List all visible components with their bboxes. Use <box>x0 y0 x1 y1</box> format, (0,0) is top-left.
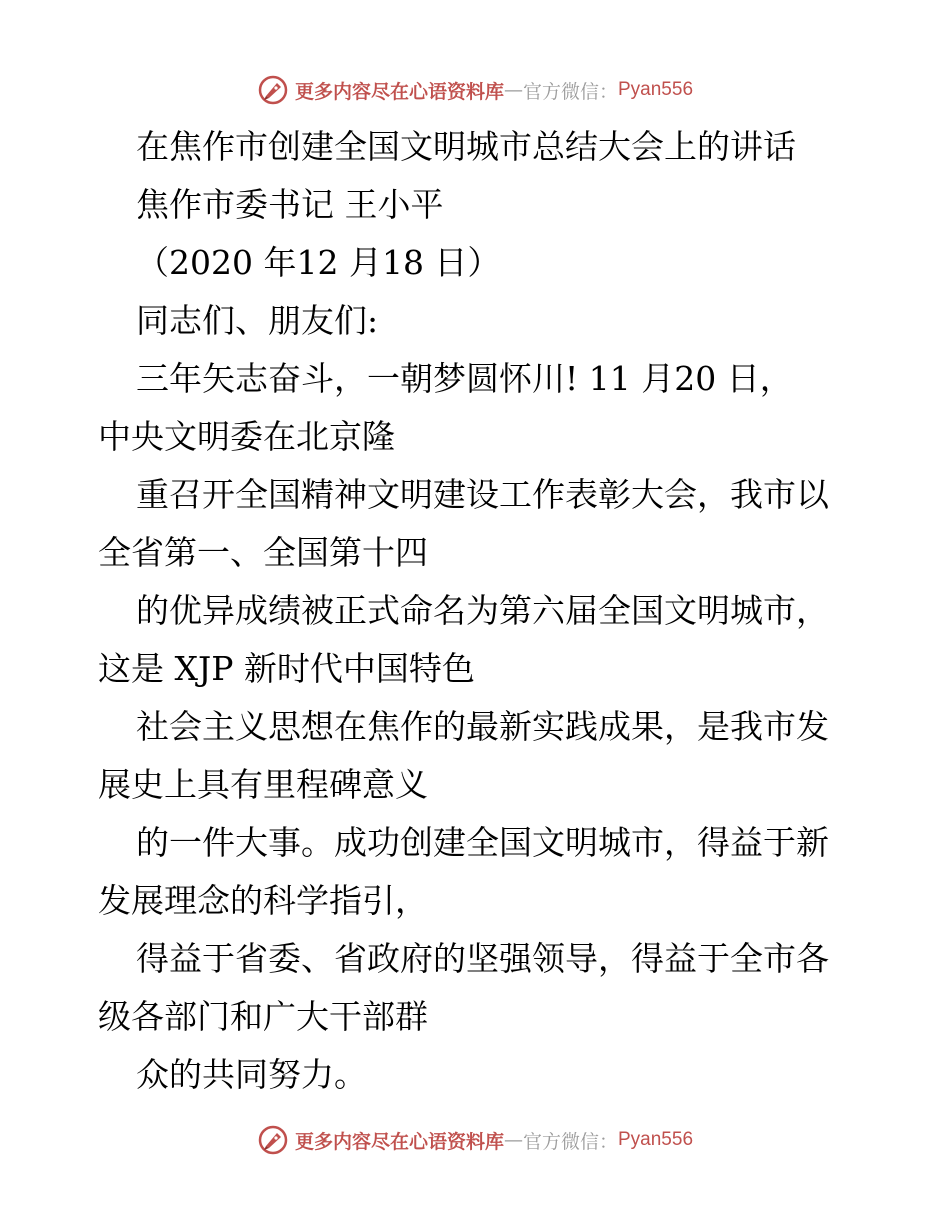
body-line: 重召开全国精神文明建设工作表彰大会，我市以 <box>136 475 829 514</box>
body-line: 的优异成绩被正式命名为第六届全国文明城市， <box>136 591 829 630</box>
footer-banner[interactable] <box>0 1120 950 1160</box>
header-banner[interactable] <box>0 70 950 110</box>
body-line: 全省第一、全国第十四 <box>98 533 428 572</box>
body-line: 得益于省委、省政府的坚强领导，得益于全市各 <box>136 939 829 978</box>
footer-banner-label: 官方微信： <box>522 1130 618 1153</box>
footer-banner-main: 更多内容尽在心语资料库 <box>294 1130 504 1153</box>
body-line: 社会主义思想在焦作的最新实践成果，是我市发 <box>136 707 829 746</box>
body-line: 这是 XJP 新时代中国特色 <box>98 649 475 688</box>
document-date: （2020 年12 月18 日） <box>136 243 501 282</box>
body-line: 中央文明委在北京隆 <box>98 417 395 456</box>
body-line: 三年矢志奋斗，一朝梦圆怀川! 11 月20 日， <box>136 359 793 398</box>
body-line: 发展理念的科学指引， <box>98 881 428 920</box>
body-line: 众的共同努力。 <box>136 1055 367 1094</box>
header-banner-id: Pyan556 <box>618 79 694 100</box>
header-banner-label: 官方微信： <box>522 80 618 103</box>
pen-nib-logo-icon <box>257 74 289 106</box>
pen-nib-logo-icon <box>257 1124 289 1156</box>
document-title: 在焦作市创建全国文明城市总结大会上的讲话 <box>136 127 796 166</box>
header-banner-main: 更多内容尽在心语资料库 <box>294 80 504 103</box>
document-salutation: 同志们、朋友们: <box>136 301 379 340</box>
footer-banner-id: Pyan556 <box>618 1129 694 1150</box>
header-banner-dash: — <box>503 79 523 101</box>
body-line: 的一件大事。成功创建全国文明城市，得益于新 <box>136 823 829 862</box>
body-line: 级各部门和广大干部群 <box>98 997 428 1036</box>
document-author: 焦作市委书记 王小平 <box>136 185 444 224</box>
body-line: 展史上具有里程碑意义 <box>98 765 428 804</box>
document-body <box>98 118 858 1104</box>
footer-banner-dash: — <box>503 1129 523 1151</box>
